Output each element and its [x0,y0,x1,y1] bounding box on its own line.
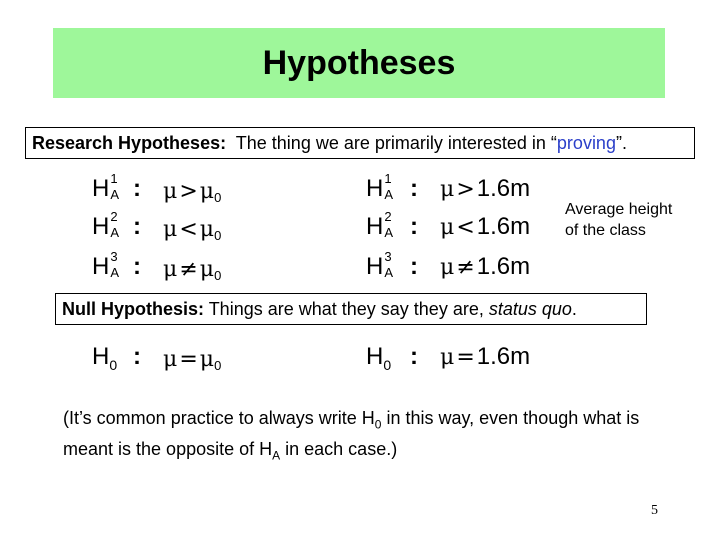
null-relation-right: μ=1.6m [440,343,531,370]
null-colon-left: : [133,343,141,370]
alt-symbol-right-1: H 1 A [366,171,394,202]
alt-colon-left-1: : [133,175,141,202]
alt-colon-left-3: : [133,253,141,280]
alt-symbol-right-3: H 3 A [366,249,394,280]
alt-symbol-right-2: H 2 A [366,209,394,240]
average-height-note [565,199,705,241]
alt-colon-left-2: : [133,213,141,240]
null-text: Things are what they say they are, [204,299,489,319]
null-symbol-right: $H_0$ [366,343,392,373]
explanation-text: (It’s common practice to always write $H_0$ in this way, even though what is meant is the opposite of $H_A$ in each case.) [63,408,640,463]
alt-relation-right-2: μ<1.6m [440,213,531,240]
note-line-2: of the class [565,222,646,239]
research-text-end: ”. [615,133,627,153]
alt-colon-right-1: : [410,175,418,202]
null-relation-left: μ=μ0 [163,347,222,373]
alt-relation-left-2: μ<μ0 [163,217,222,243]
research-text: The thing we are primarily interested in “ [235,133,557,153]
null-hypothesis-definition [55,293,647,325]
null-end: . [571,299,577,319]
alt-relation-left-3: μ≠μ0 [163,257,222,283]
slide-title [53,28,665,98]
alt-relation-left-1: μ>μ0 [163,179,222,205]
alt-relation-right-3: μ≠1.6m [440,253,531,280]
research-hypotheses-definition [25,127,695,159]
alt-colon-right-2: : [410,213,418,240]
page-number: 5 [651,503,658,518]
null-colon-right: : [410,343,418,370]
alt-symbol-left-3: H 3 A [92,249,120,280]
title-text: Hypotheses [262,43,456,82]
alt-symbol-left-2: H 2 A [92,209,120,240]
note-line-1: Average height [565,201,673,218]
alt-symbol-left-1: H 1 A [92,171,120,202]
research-highlight: proving [556,133,616,153]
null-symbol-left: $H_0$ [92,343,118,373]
alt-colon-right-3: : [410,253,418,280]
null-italic: status quo [488,299,572,319]
research-label: Research Hypotheses: [32,133,227,153]
null-label: Null Hypothesis: [62,299,205,319]
alt-relation-right-1: μ>1.6m [440,175,531,202]
